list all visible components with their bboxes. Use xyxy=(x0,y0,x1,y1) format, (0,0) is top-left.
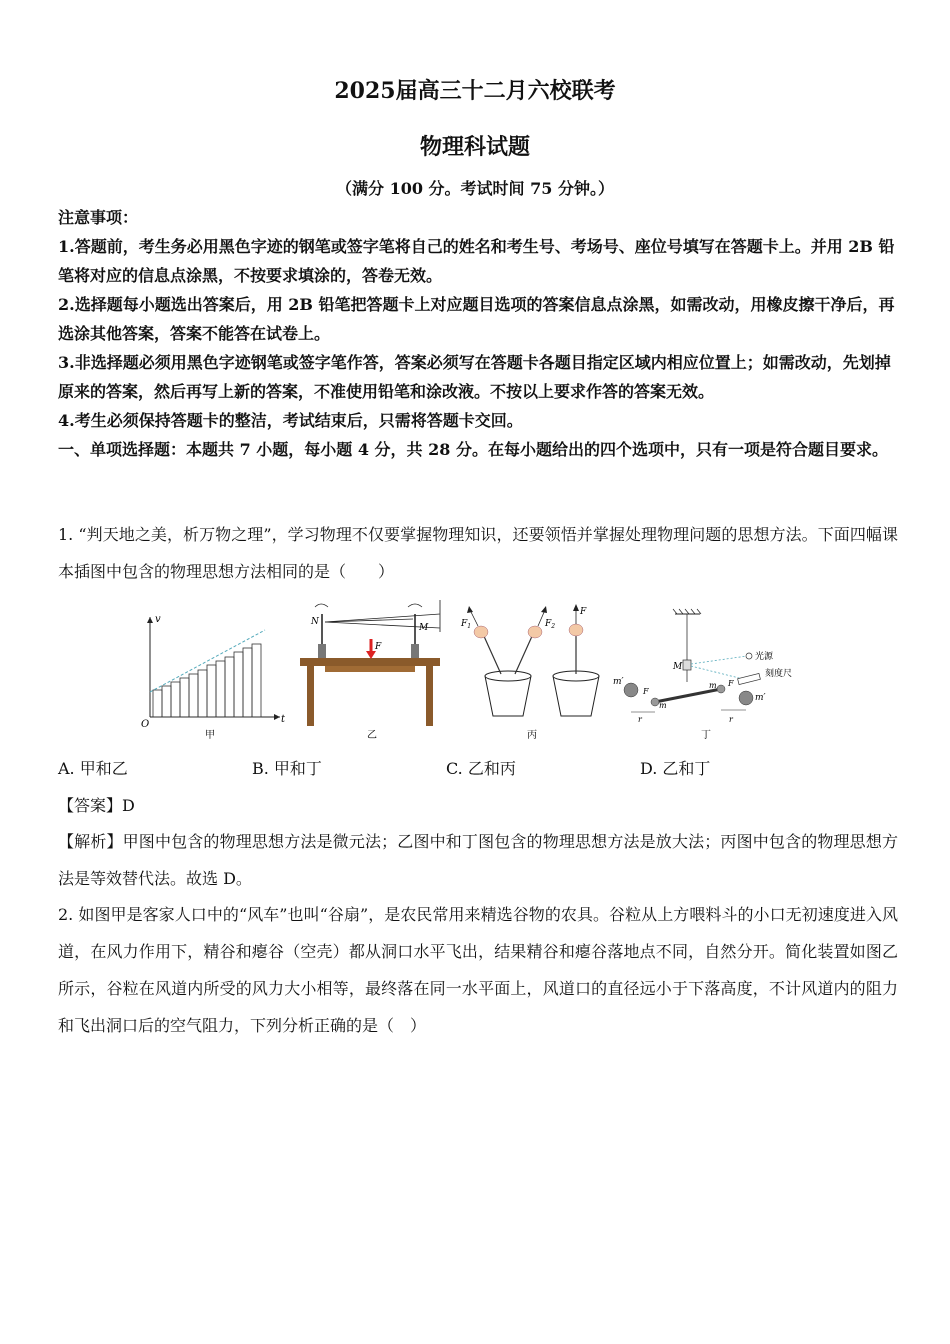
figure-label-ding: 丁 xyxy=(701,730,711,741)
label-F-ding-left: F xyxy=(643,687,649,696)
option-d[interactable]: D. 乙和丁 xyxy=(640,759,711,778)
label-M-ding: M xyxy=(673,662,683,672)
notes-section xyxy=(58,203,898,464)
question-1-figure xyxy=(135,592,793,744)
label-m-prime-left: m′ xyxy=(613,677,624,687)
question-1-answer: 【答案】D xyxy=(58,796,135,815)
notes-heading: 注意事项： xyxy=(58,208,139,227)
section-heading: 一、单项选择题：本题共 7 小题，每小题 4 分，共 28 分。在每小题给出的四个选项中，只有一项是符合题目要求。 xyxy=(58,440,888,459)
figure-label-bing: 丙 xyxy=(527,730,537,741)
axis-t-label: t xyxy=(281,714,286,725)
question-1-options xyxy=(58,756,898,780)
figure-bing xyxy=(460,604,599,741)
figure-label-yi: 乙 xyxy=(367,730,377,741)
label-M: M xyxy=(419,623,429,633)
note-item: 3.非选择题必须用黑色字迹钢笔或签字笔作答，答案必须写在答题卡各题目指定区域内相应位置上；如需改动，先划掉原来的答案，然后再写上新的答案，不准使用铅笔和涂改液。不按以上要求作答的答案无效。 xyxy=(58,353,891,401)
option-a[interactable]: A. 甲和乙 xyxy=(58,759,128,778)
note-item: 2.选择题每小题选出答案后，用 2B 铅笔把答题卡上对应题目选项的答案信息点涂黑，如需改动，用橡皮擦干净后，再选涂其他答案，答案不能答在试卷上。 xyxy=(58,295,895,343)
note-item: 1.答题前，考生务必用黑色字迹的钢笔或签字笔将自己的姓名和考生号、考场号、座位号填写在答题卡上。并用 2B 铅笔将对应的信息点涂黑，不按要求填涂的，答卷无效。 xyxy=(58,237,895,285)
figure-ding xyxy=(613,609,792,741)
option-b[interactable]: B. 甲和丁 xyxy=(252,759,322,778)
figure-yi xyxy=(300,600,440,741)
subject-title: 物理科试题 xyxy=(419,134,530,160)
label-F-ding-right: F xyxy=(728,679,734,688)
label-m-prime-right: m′ xyxy=(755,693,766,703)
label-F1: $F_1$ xyxy=(461,619,472,630)
label-F2: $F_2$ xyxy=(545,619,556,630)
option-c[interactable]: C. 乙和丙 xyxy=(446,759,516,778)
question-1-text: 1. “判天地之美，析万物之理”，学习物理不仅要掌握物理知识，还要领悟并掌握处理物理问题的思想方法。下面四幅课本插图中包含的物理思想方法相同的是（ ） xyxy=(58,525,898,581)
exam-title: 2025届高三十二月六校联考 xyxy=(334,78,616,104)
question-1-analysis xyxy=(58,823,898,897)
question-1 xyxy=(58,516,898,590)
exam-info: （满分 100 分。考试时间 75 分钟。） xyxy=(336,179,614,198)
figure-jia xyxy=(141,614,286,741)
note-item: 4.考生必须保持答题卡的整洁，考试结束后，只需将答题卡交回。 xyxy=(58,411,523,430)
label-m-right: m xyxy=(709,681,717,690)
label-light: 光源 xyxy=(755,652,774,662)
label-F-yi: F xyxy=(375,642,382,652)
axis-v-label: v xyxy=(155,614,161,625)
label-r-right: r xyxy=(729,715,733,724)
label-ruler: 刻度尺 xyxy=(765,669,793,679)
figure-label-jia: 甲 xyxy=(205,730,215,741)
origin-label: O xyxy=(141,719,150,730)
analysis-text: 【解析】甲图中包含的物理思想方法是微元法；乙图中和丁图包含的物理思想方法是放大法；丙图中包含的物理思想方法是等效替代法。故选 D。 xyxy=(58,832,898,888)
question-2-text: 2. 如图甲是客家人口中的“风车”也叫“谷扇”，是农民常用来精选谷物的农具。谷粒从上方喂料斗的小口无初速度进入风道，在风力作用下，精谷和瘪谷（空壳）都从洞口水平飞出，结果精谷和瘪谷落地点不同，自然分开。简化装置如图乙所示，谷粒在风道内所受的风力大小相等，最终落在同一水平面上，风道口的直径远小于下落高度，不计风道内的阻力和飞出洞口后的空气阻力，下列分析正确的是（ ） xyxy=(58,905,898,1035)
question-2 xyxy=(58,896,898,1044)
label-r-left: r xyxy=(638,715,642,724)
label-m-left: m xyxy=(659,701,667,710)
label-N: N xyxy=(311,617,319,627)
label-F-bing: F xyxy=(580,607,587,617)
